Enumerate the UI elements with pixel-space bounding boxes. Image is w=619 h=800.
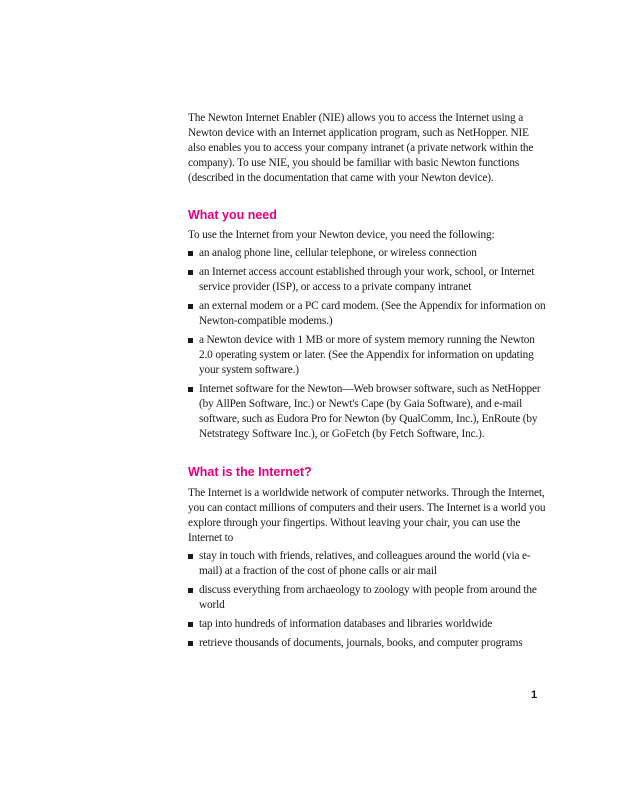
bullet-icon [188,338,193,343]
list-item: an external modem or a PC card modem. (See the Appendix for information on Newton-compatible modems.) [188,299,548,329]
list-item: stay in touch with friends, relatives, and colleagues around the world (via e-mail) at a fraction of the cost of phone calls or air mail [188,549,548,579]
list-item: an Internet access account established through your work, school, or Internet service provider (ISP), or access to a private company intranet [188,265,548,295]
list-item: retrieve thousands of documents, journals, books, and computer programs [188,636,548,651]
list-item: an analog phone line, cellular telephone, or wireless connection [188,246,548,261]
bullet-icon [188,270,193,275]
document-body [188,111,548,655]
list-item: tap into hundreds of information databases and libraries worldwide [188,617,548,632]
bullet-icon [188,387,193,392]
list-item: discuss everything from archaeology to zoology with people from around the world [188,583,548,613]
bullet-icon [188,251,193,256]
bullet-icon [188,588,193,593]
what-is-internet-heading: What is the Internet? [188,465,312,479]
bullet-icon [188,641,193,646]
list-item: a Newton device with 1 MB or more of system memory running the Newton 2.0 operating system or later. (See the Appendix for information on updating your system software.) [188,333,548,378]
intro-paragraph: The Newton Internet Enabler (NIE) allows you to access the Internet using a Newton device with an Internet application program, such as NetHopper. NIE also enables you to access your company intranet (a private network within the company). To use NIE, you should be familiar with basic Newton functions (described in the documentation that came with your Newton device). [188,112,534,184]
requirements-list [188,246,548,442]
what-you-need-heading: What you need [188,208,277,222]
page-number: 1 [531,689,538,701]
bullet-icon [188,622,193,627]
what-you-need-intro: To use the Internet from your Newton device, you need the following: [188,229,495,241]
list-item: Internet software for the Newton—Web browser software, such as NetHopper (by AllPen Software, Inc.) or Newt's Cape (by Gaia Software), and e-mail software, such as Eudora Pro for Newton (by QualComm, Inc.), EnRoute (by Netstrategy Software Inc.), or GoFetch (by Fetch Software, Inc.). [188,382,548,442]
internet-uses-list [188,549,548,651]
bullet-icon [188,554,193,559]
bullet-icon [188,304,193,309]
what-is-internet-intro: The Internet is a worldwide network of computer networks. Through the Internet, you can contact millions of computers and their users. The Internet is a world you explore through your fingertips. Without leaving your chair, you can use the Internet to [188,487,546,544]
